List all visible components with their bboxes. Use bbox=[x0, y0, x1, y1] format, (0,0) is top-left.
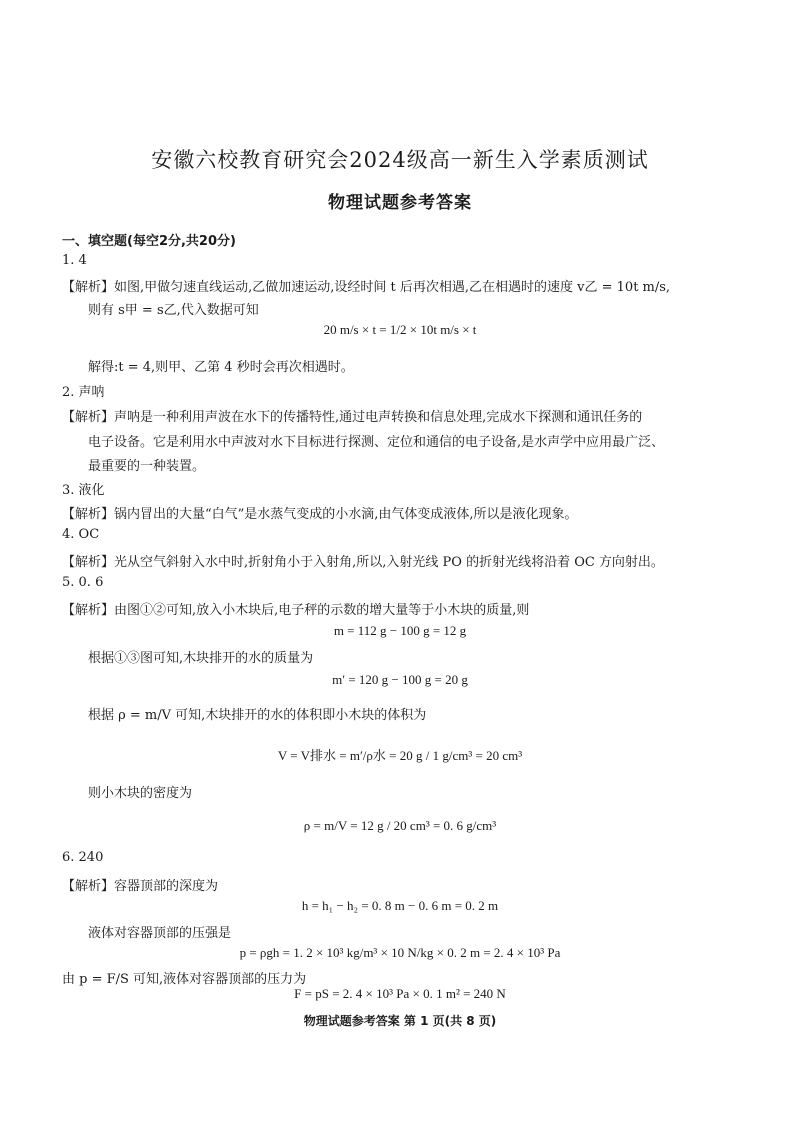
q5-equation-3: V = V排水 = m′/ρ水 = 20 g / 1 g/cm³ = 20 cm³ bbox=[277, 748, 523, 763]
q6-answer: 6. 240 bbox=[62, 850, 104, 865]
q1-answer: 1. 4 bbox=[62, 253, 87, 268]
q2-analysis-3: 最重要的一种装置。 bbox=[88, 459, 206, 474]
q5-analysis-3: 根据 ρ = m/V 可知,木块排开的水的体积即小木块的体积为 bbox=[88, 708, 427, 723]
q5-analysis-2: 根据①③图可知,木块排开的水的质量为 bbox=[88, 651, 314, 666]
q3-analysis-1: 【解析】锅内冒出的大量“白气”是水蒸气变成的小水滴,由气体变成液体,所以是液化现象。 bbox=[62, 507, 578, 522]
q1-solution: 解得:t = 4,则甲、乙第 4 秒时会再次相遇时。 bbox=[88, 360, 354, 375]
page-subtitle: 物理试题参考答案 bbox=[328, 193, 472, 213]
q6-analysis-3: 由 p = F/S 可知,液体对容器顶部的压力为 bbox=[62, 972, 307, 987]
q2-analysis-1: 【解析】声呐是一种利用声波在水下的传播特性,通过电声转换和信息处理,完成水下探测和通讯任务的 bbox=[62, 410, 643, 425]
page-footer: 物理试题参考答案 第 1 页(共 8 页) bbox=[303, 1014, 497, 1028]
q1-analysis-2: 则有 s甲 = s乙,代入数据可知 bbox=[88, 303, 259, 318]
q5-equation-2: m′ = 120 g − 100 g = 20 g bbox=[332, 672, 468, 687]
page-title: 安徽六校教育研究会2024级高一新生入学素质测试 bbox=[151, 148, 649, 172]
q2-answer: 2. 声呐 bbox=[62, 385, 105, 400]
q6-analysis-1: 【解析】容器顶部的深度为 bbox=[62, 879, 219, 894]
q4-analysis-1: 【解析】光从空气斜射入水中时,折射角小于入射角,所以,入射光线 PO 的折射光线将沿着 OC 方向射出。 bbox=[62, 555, 664, 570]
section-heading: 一、填空题(每空2分,共20分) bbox=[62, 234, 236, 249]
q6-equation-2: p = ρgh = 1. 2 × 10³ kg/m³ × 10 N/kg × 0. 2 m = 2. 4 × 10³ Pa bbox=[239, 945, 561, 960]
q5-analysis-1: 【解析】由图①②可知,放入小木块后,电子秤的示数的增大量等于小木块的质量,则 bbox=[62, 603, 530, 618]
q5-answer: 5. 0. 6 bbox=[62, 575, 104, 590]
q3-answer: 3. 液化 bbox=[62, 483, 105, 498]
q1-equation: 20 m/s × t = 1/2 × 10t m/s × t bbox=[323, 322, 477, 337]
q2-analysis-2: 电子设备。它是利用水中声波对水下目标进行探测、定位和通信的电子设备,是水声学中应用最广泛、 bbox=[88, 435, 665, 450]
q5-equation-1: m = 112 g − 100 g = 12 g bbox=[333, 623, 467, 638]
q6-equation-1: h = h₁ − h₂ = 0. 8 m − 0. 6 m = 0. 2 m bbox=[301, 898, 499, 913]
q6-equation-3: F = pS = 2. 4 × 10³ Pa × 0. 1 m² = 240 N bbox=[294, 986, 506, 1001]
q6-analysis-2: 液体对容器顶部的压强是 bbox=[88, 926, 232, 941]
q5-analysis-4: 则小木块的密度为 bbox=[88, 786, 193, 801]
q5-equation-4: ρ = m/V = 12 g / 20 cm³ = 0. 6 g/cm³ bbox=[303, 818, 497, 833]
q1-analysis-1: 【解析】如图,甲做匀速直线运动,乙做加速运动,设经时间 t 后再次相遇,乙在相遇时的速度 v乙 = 10t m/s, bbox=[62, 280, 671, 295]
q4-answer: 4. OC bbox=[62, 527, 100, 542]
